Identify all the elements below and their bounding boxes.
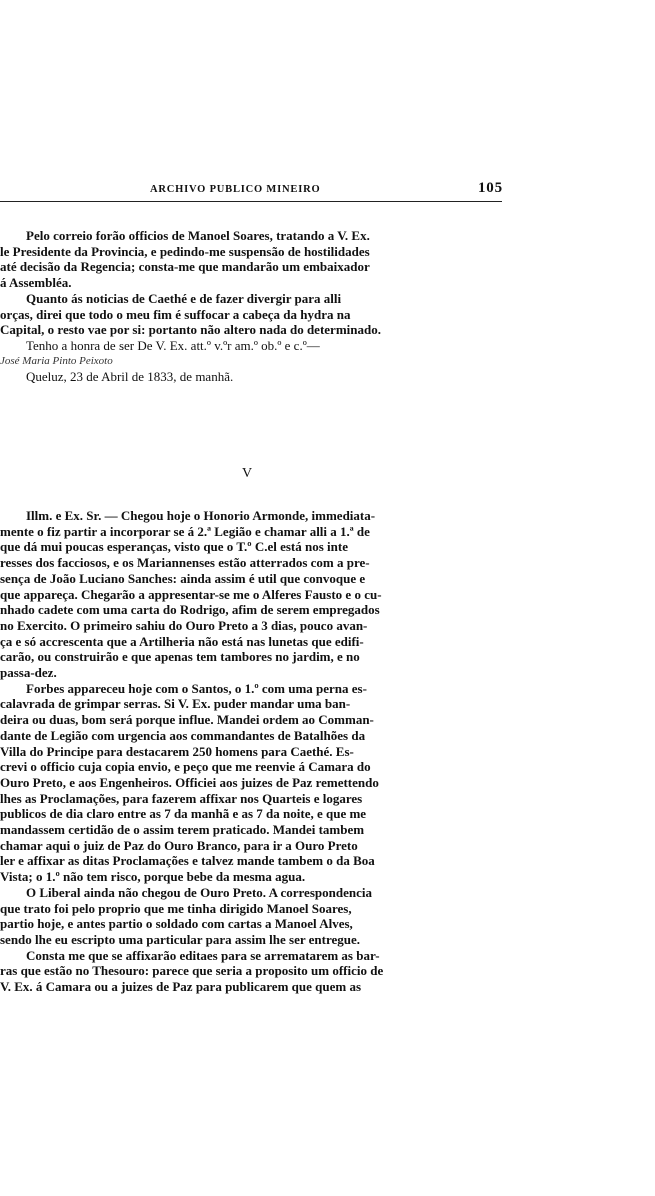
text-line: Consta me que se affixarão editaes para se arrematarem as bar- [0,947,380,963]
text-line: Capital, o resto vae por si: portanto não altero nada do determinado. [0,322,381,338]
text-line: Vista; o 1.º não tem risco, porque bebe da mesma agua. [0,869,306,885]
text-line: Pelo correio forão officios de Manoel Soares, tratando a V. Ex. [0,228,370,243]
text-line: crevi o officio cuja copia envio, e peço que me reenvie á Camara do [0,759,371,775]
text-line: Quanto ás noticias de Caethé e de fazer divergir para alli [0,290,342,306]
text-line: José Maria Pinto Peixoto [0,354,113,367]
text-line: orças, direi que todo o meu fim é suffocar a cabeça da hydra na [0,306,351,322]
text-line: Forbes appareceu hoje com o Santos, o 1.º com uma perna es- [0,680,367,696]
text-line: que dá mui poucas esperanças, visto que o T.º C.el está nos inte [0,539,348,555]
text-line: até decisão da Regencia; consta-me que mandarão um embaixador [0,259,370,275]
text-line: calavrada de grimpar serras. Si V. Ex. puder mandar uma ban- [0,696,351,712]
text-line: Queluz, 23 de Abril de 1833, de manhã. [0,369,234,385]
text-line: que trato foi pelo proprio que me tinha dirigido Manoel Soares, [0,900,352,916]
text-line: á Assembléa. [0,275,72,291]
text-line: mandassem certidão de o assim terem praticado. Mandei tambem [0,822,365,838]
header-rule [0,201,502,202]
text-line: partio hoje, e antes partio o soldado com cartas a Manoel Alves, [0,916,353,932]
text-line: ras que estão no Thesouro: parece que seria a proposito um officio de [0,963,384,979]
section-numeral: V [242,466,253,481]
text-line: Villa do Principe para destacarem 250 homens para Caethé. Es- [0,743,354,759]
text-line: mente o fiz partir a incorporar se á 2.ª Legião e chamar alli a 1.ª de [0,523,370,539]
text-line: passa-dez. [0,665,57,681]
text-line: ça e só accrescenta que a Artilheria não está nas lunetas que edifi- [0,633,364,649]
text-line: sença de João Luciano Sanches: ainda assim é util que convoque e [0,570,366,586]
text-line: chamar aqui o juiz de Paz do Ouro Branco, para ir a Ouro Preto [0,837,358,853]
text-line: lhes as Proclamações, para fazerem affixar nos Quarteis e logares [0,790,363,806]
text-line: sendo lhe eu escripto uma particular para assim lhe ser entregue. [0,931,361,947]
letter-text-block-1 [0,228,500,385]
page-number: 105 [478,180,503,196]
text-line: Ouro Preto, e aos Engenheiros. Officiei aos juizes de Paz remettendo [0,774,379,790]
text-line: V. Ex. á Camara ou a juizes de Paz para publicarem que quem as [0,979,361,995]
text-line: no Exercito. O primeiro sahiu do Ouro Preto a 3 dias, pouco avan- [0,617,368,633]
text-line: le Presidente da Provincia, e pedindo-me suspensão de hostilidades [0,243,370,259]
text-line: ler e affixar as ditas Proclamações e talvez mande tambem o da Boa [0,853,375,869]
text-line: dante de Legião com urgencia aos commandantes de Batalhões da [0,727,366,743]
text-line: resses dos facciosos, e os Mariannenses estão atterrados com a pre- [0,555,370,571]
text-line: publicos de dia claro entre as 7 da manhã e as 7 da noite, e que me [0,806,367,822]
running-title: ARCHIVO PUBLICO MINEIRO [150,184,321,195]
text-line: carão, ou construirão e que apenas tem tambores no jardim, e no [0,649,360,665]
text-line: nhado cadete com uma carta do Rodrigo, afim de serem empregados [0,602,380,618]
letter-text-block-2 [0,508,500,995]
text-line: O Liberal ainda não chegou de Ouro Preto. A correspondencia [0,884,372,900]
text-line: Illm. e Ex. Sr. — Chegou hoje o Honorio Armonde, immediata- [0,508,376,523]
text-line: que appareça. Chegarão a appresentar-se me o Alferes Fausto e o cu- [0,586,382,602]
text-line: Tenho a honra de ser De V. Ex. att.º v.ºr am.º ob.º e c.º— [0,337,320,353]
text-line: deira ou duas, bom será porque influe. Mandei ordem ao Comman- [0,712,374,728]
